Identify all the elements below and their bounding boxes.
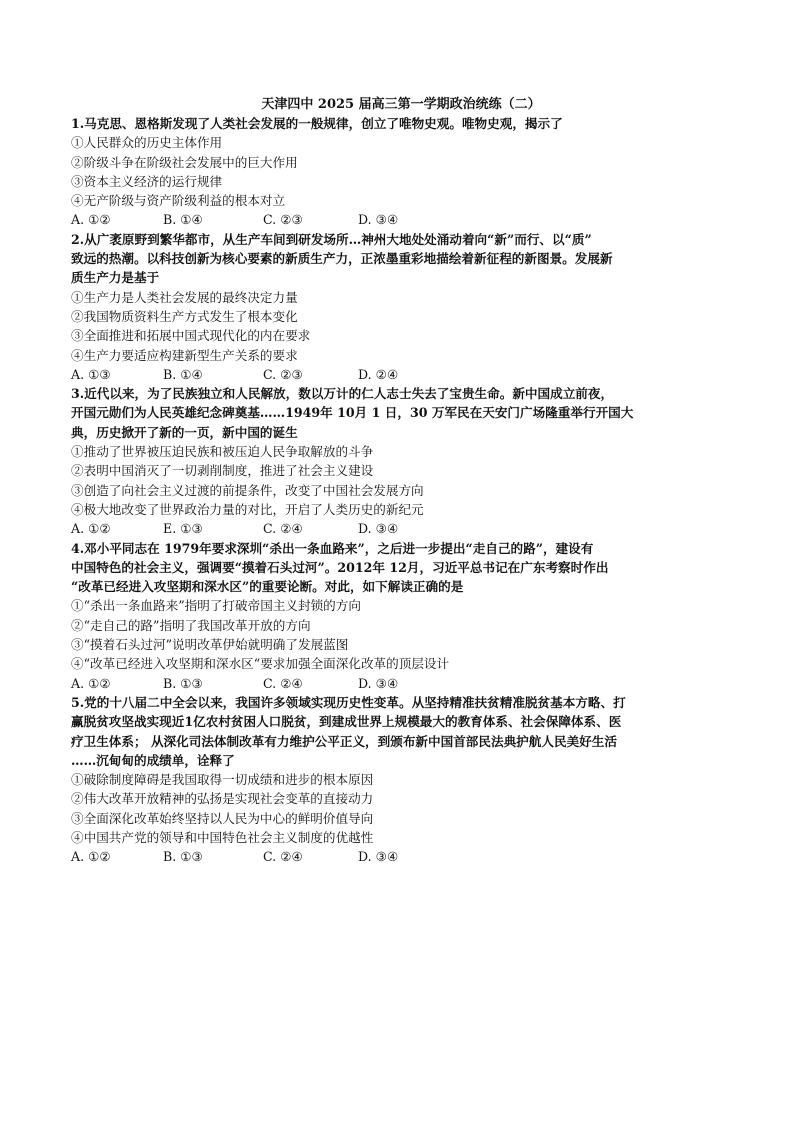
answer-options: [71, 674, 721, 693]
answer-options: [71, 847, 721, 866]
answer-option: C. ②③: [263, 366, 303, 382]
question-stem-line: 4.邓小平同志在 1979年要求深圳“杀出一条血路来”，之后进一步提出“走自己的路”，建设有: [71, 540, 594, 556]
question-stem-line: 5.党的十八届二中全会以来，我国许多领域实现历史性变革。从坚持精准扶贫精准脱贫基本方略、打: [71, 694, 626, 710]
statement-item: ④中国共产党的领导和中国特色社会主义制度的优越性: [71, 829, 374, 845]
statement-item: ④无产阶级与资产阶级利益的根本对立: [71, 193, 286, 209]
statement-item: ④“改革已经进入攻坚期和深水区“要求加强全面深化改革的顶层设计: [71, 656, 450, 672]
answer-option: A. ①②: [71, 675, 111, 691]
answer-option: E. ①③: [163, 521, 203, 537]
question-1: [71, 114, 721, 230]
answer-option: D. ③④: [358, 212, 399, 228]
question-5: [71, 693, 721, 867]
question-stem-line: 致远的热潮。以科技创新为核心要素的新质生产力，正浓墨重彩地描绘着新征程的新图景。发展新: [71, 251, 613, 267]
answer-options: [71, 210, 721, 229]
answer-option: D. ③④: [358, 521, 399, 537]
question-stem-line: 疗卫生体系； 从深化司法体制改革有力维护公平正义，到颁布新中国首部民法典护航人民美好生活: [71, 733, 617, 749]
statement-item: ③全面推进和拓展中国式现代化的内在要求: [71, 328, 311, 344]
exam-title: 天津四中 2025 届高三第一学期政治统练（二）: [261, 97, 541, 112]
question-stem-line: 1.马克思、恩格斯发现了人类社会发展的一般规律，创立了唯物史观。唯物史观，揭示了: [71, 116, 563, 131]
answer-option: C. ②④: [263, 849, 303, 865]
statement-item: ②“走自己的路”指明了我国改革开放的方向: [71, 617, 311, 633]
answer-options: [71, 519, 721, 538]
question-stem-line: 2.从广袤原野到繁华都市，从生产车间到研发场所…神州大地处处涌动着向“新”而行、以“质”: [71, 231, 592, 247]
answer-options: [71, 365, 721, 384]
statement-item: ③全面深化改革始终坚持以人民为中心的鲜明价值导向: [71, 810, 374, 826]
answer-option: B. ①④: [163, 212, 203, 228]
statement-item: ③资本主义经济的运行规律: [71, 173, 223, 189]
exam-page: [71, 95, 721, 867]
statement-item: ④极大地改变了世界政治力量的对比，开启了人类历史的新纪元: [71, 501, 424, 517]
question-stem-line: “改革已经进入攻坚期和深水区”的重要论断。对此，如下解读正确的是: [71, 579, 464, 595]
statement-item: ①人民群众的历史主体作用: [71, 135, 223, 151]
question-2: [71, 230, 721, 384]
answer-option: B. ①③: [163, 849, 203, 865]
question-stem-line: 赢脱贫攻坚战实现近1亿农村贫困人口脱贫，到建成世界上规模最大的教育体系、社会保障体系、医: [71, 714, 622, 730]
answer-option: A. ①②: [71, 521, 111, 537]
question-stem-line: 质生产力是基于: [71, 270, 160, 286]
statement-item: ②表明中国消灭了一切剥削制度，推进了社会主义建设: [71, 463, 374, 479]
statement-item: ①破除制度障碍是我国取得一切成绩和进步的根本原因: [71, 772, 374, 788]
answer-option: C. ②④: [263, 675, 303, 691]
answer-option: D. ②④: [358, 366, 399, 382]
statement-item: ①推动了世界被压迫民族和被压迫人民争取解放的斗争: [71, 444, 374, 460]
question-stem-line: ……沉甸甸的成绩单，诠释了: [71, 752, 235, 768]
question-stem-line: 3.近代以来，为了民族独立和人民解放，数以万计的仁人志士失去了宝贵生命。新中国成立前夜，: [71, 386, 614, 402]
answer-option: D. ③④: [358, 849, 399, 865]
question-stem-line: 开国元勋们为人民英雄纪念碑奠基……1949年 10月 1 日，30 万军民在天安门广场隆重举行开国大: [71, 405, 634, 421]
answer-option: D. ③④: [358, 675, 399, 691]
question-stem-line: 中国特色的社会主义，强调要“摸着石头过河”。2012年 12月，习近平总书记在广东考察时作出: [71, 559, 609, 575]
question-3: [71, 384, 721, 538]
statement-item: ③“摸着石头过河”说明改革伊始就明确了发展蓝图: [71, 637, 349, 653]
statement-item: ②我国物质资料生产方式发生了根本变化: [71, 308, 298, 324]
answer-option: C. ②③: [263, 212, 303, 228]
question-stem-line: 典，历史掀开了新的一页，新中国的诞生: [71, 424, 298, 440]
answer-option: A. ①②: [71, 849, 111, 865]
statement-item: ①“杀出一条血路来”指明了打破帝国主义封锁的方向: [71, 598, 361, 614]
statement-item: ①生产力是人类社会发展的最终决定力量: [71, 289, 298, 305]
answer-option: A. ①③: [71, 366, 111, 382]
answer-option: C. ②④: [263, 521, 303, 537]
answer-option: A. ①②: [71, 212, 111, 228]
statement-item: ④生产力要适应构建新型生产关系的要求: [71, 347, 298, 363]
question-4: [71, 539, 721, 693]
question-list: [71, 114, 721, 867]
answer-option: B. ①④: [163, 366, 203, 382]
statement-item: ③创造了向社会主义过渡的前提条件，改变了中国社会发展方向: [71, 482, 424, 498]
statement-item: ②阶级斗争在阶级社会发展中的巨大作用: [71, 154, 298, 170]
answer-option: B. ①③: [163, 675, 203, 691]
statement-item: ②伟大改革开放精神的弘扬是实现社会变革的直接动力: [71, 791, 374, 807]
